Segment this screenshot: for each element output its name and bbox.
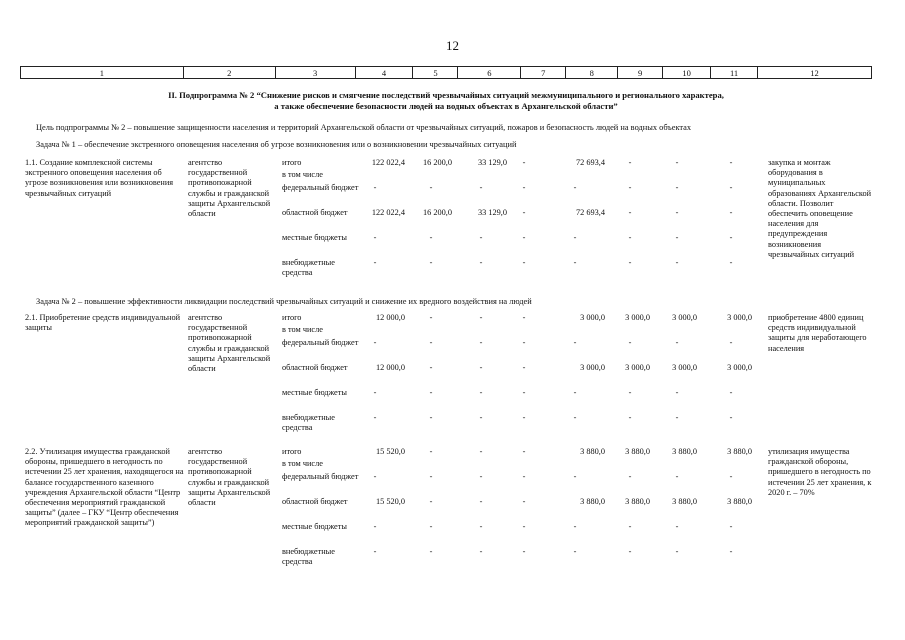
col-5: 5 <box>413 67 458 79</box>
funding-source-fed: федеральный бюджет <box>282 472 359 481</box>
amount-itogo: 12 000,0 <box>375 313 405 322</box>
amount-fed: - <box>479 338 483 347</box>
amount-fed: - <box>573 183 577 192</box>
amount-mest: - <box>628 233 632 242</box>
amount-fed: - <box>373 472 377 481</box>
amount-fed: - <box>675 472 679 481</box>
amount-itogo: 3 000,0 <box>580 313 605 322</box>
col-6: 6 <box>458 67 521 79</box>
amount-mest: - <box>729 233 733 242</box>
amount-fed: - <box>573 472 577 481</box>
amount-vne: - <box>429 547 433 556</box>
col-7: 7 <box>521 67 566 79</box>
amount-itogo: 72 693,4 <box>575 158 605 167</box>
amount-vne: - <box>628 413 632 422</box>
amount-mest: - <box>479 522 483 531</box>
measure-name: 1.1. Создание комплексной системы экстренного оповещения населения об угрозе возникновения или возникновения чрезвычайных ситуаций <box>25 158 174 198</box>
funding-source-obl: областной бюджет <box>282 497 348 506</box>
amount-fed: - <box>429 338 433 347</box>
amount-mest: - <box>573 522 577 531</box>
funding-source-vtom: в том числе <box>282 170 323 179</box>
amount-mest: - <box>729 522 733 531</box>
amount-itogo: - <box>429 447 433 456</box>
amount-vne: - <box>729 547 733 556</box>
amount-obl: 33 129,0 <box>477 208 507 217</box>
amount-obl: - <box>729 208 733 217</box>
amount-vne: - <box>522 258 526 267</box>
amount-fed: - <box>729 338 733 347</box>
col-8: 8 <box>566 67 618 79</box>
funding-source-mest: местные бюджеты <box>282 522 347 531</box>
amount-mest: - <box>429 522 433 531</box>
page-number: 12 <box>446 38 459 53</box>
task-1: Задача № 1 – обеспечение экстренного оповещения населения об угрозе возникновения или о возникновении чрезвычайных ситуаций <box>36 140 517 149</box>
amount-mest: - <box>429 233 433 242</box>
amount-itogo: 3 000,0 <box>672 313 697 322</box>
amount-itogo: 3 000,0 <box>727 313 752 322</box>
amount-mest: - <box>479 388 483 397</box>
amount-itogo: 16 200,0 <box>422 158 452 167</box>
col-10: 10 <box>663 67 711 79</box>
measure-executor: агентство государственной противопожарной службы и гражданской защиты Архангельской области <box>188 313 271 374</box>
amount-vne: - <box>675 258 679 267</box>
amount-itogo: 122 022,4 <box>371 158 405 167</box>
col-2: 2 <box>183 67 275 79</box>
amount-vne: - <box>479 547 483 556</box>
funding-source-obl: областной бюджет <box>282 363 348 372</box>
amount-vne: - <box>522 547 526 556</box>
col-3: 3 <box>275 67 355 79</box>
subprogram-title <box>20 90 872 112</box>
amount-fed: - <box>628 338 632 347</box>
subprogram-goal: Цель подпрограммы № 2 – повышение защищенности населения и территорий Архангельской области от чрезвычайных ситуаций, пожаров и безопасность людей на водных объектах <box>36 123 692 132</box>
amount-mest: - <box>373 388 377 397</box>
amount-obl: - <box>479 363 483 372</box>
amount-itogo: - <box>675 158 679 167</box>
amount-itogo: 3 880,0 <box>672 447 697 456</box>
amount-mest: - <box>522 233 526 242</box>
col-12: 12 <box>758 67 872 79</box>
amount-obl: 15 520,0 <box>375 497 405 506</box>
amount-itogo: - <box>522 158 526 167</box>
amount-itogo: - <box>522 447 526 456</box>
amount-mest: - <box>479 233 483 242</box>
amount-fed: - <box>522 472 526 481</box>
amount-obl: 3 880,0 <box>625 497 650 506</box>
funding-source-vne: внебюджетные средства <box>282 258 335 277</box>
amount-vne: - <box>479 413 483 422</box>
funding-source-fed: федеральный бюджет <box>282 183 359 192</box>
amount-itogo: - <box>429 313 433 322</box>
amount-fed: - <box>628 183 632 192</box>
amount-mest: - <box>675 522 679 531</box>
amount-mest: - <box>675 233 679 242</box>
col-4: 4 <box>355 67 413 79</box>
amount-obl: - <box>628 208 632 217</box>
amount-obl: 3 000,0 <box>625 363 650 372</box>
amount-vne: - <box>675 547 679 556</box>
col-1: 1 <box>21 67 184 79</box>
amount-fed: - <box>628 472 632 481</box>
amount-fed: - <box>429 183 433 192</box>
amount-fed: - <box>729 183 733 192</box>
amount-fed: - <box>729 472 733 481</box>
amount-itogo: - <box>522 313 526 322</box>
title-line-2: а также обеспечение безопасности людей на водных объектах в Архангельской области” <box>274 101 618 111</box>
amount-itogo: - <box>729 158 733 167</box>
amount-obl: - <box>675 208 679 217</box>
amount-fed: - <box>522 338 526 347</box>
amount-obl: - <box>522 497 526 506</box>
amount-vne: - <box>429 413 433 422</box>
measure-result: приобретение 4800 единиц средств индивидуальной защиты для неработающего населения <box>768 313 867 353</box>
amount-itogo: 3 880,0 <box>625 447 650 456</box>
amount-vne: - <box>373 258 377 267</box>
amount-obl: - <box>522 363 526 372</box>
amount-itogo: 33 129,0 <box>477 158 507 167</box>
amount-obl: 16 200,0 <box>422 208 452 217</box>
funding-source-mest: местные бюджеты <box>282 388 347 397</box>
funding-source-vtom: в том числе <box>282 325 323 334</box>
funding-source-mest: местные бюджеты <box>282 233 347 242</box>
amount-obl: - <box>479 497 483 506</box>
column-number-header <box>20 66 872 79</box>
amount-mest: - <box>429 388 433 397</box>
amount-mest: - <box>373 233 377 242</box>
amount-mest: - <box>573 388 577 397</box>
amount-vne: - <box>675 413 679 422</box>
amount-obl: - <box>522 208 526 217</box>
amount-itogo: - <box>628 158 632 167</box>
funding-source-itogo: итого <box>282 158 302 167</box>
amount-vne: - <box>573 413 577 422</box>
amount-obl: 3 000,0 <box>672 363 697 372</box>
amount-fed: - <box>675 338 679 347</box>
amount-fed: - <box>573 338 577 347</box>
amount-mest: - <box>373 522 377 531</box>
measure-executor: агентство государственной противопожарной службы и гражданской защиты Архангельской области <box>188 158 271 219</box>
amount-vne: - <box>573 258 577 267</box>
amount-itogo: - <box>479 313 483 322</box>
amount-fed: - <box>373 183 377 192</box>
amount-vne: - <box>729 258 733 267</box>
amount-fed: - <box>373 338 377 347</box>
amount-itogo: 3 000,0 <box>625 313 650 322</box>
amount-obl: 3 000,0 <box>727 363 752 372</box>
amount-mest: - <box>522 522 526 531</box>
amount-vne: - <box>729 413 733 422</box>
measure-executor: агентство государственной противопожарной службы и гражданской защиты Архангельской области <box>188 447 271 508</box>
amount-fed: - <box>522 183 526 192</box>
measure-result: закупка и монтаж оборудования в муниципальных образованиях Архангельской области. Позволит обеспечить оповещение населения для предупреждения возникновения чрезвычайных ситуаций <box>768 158 872 259</box>
amount-fed: - <box>479 472 483 481</box>
funding-source-vne: внебюджетные средства <box>282 547 335 566</box>
amount-mest: - <box>573 233 577 242</box>
amount-itogo: - <box>479 447 483 456</box>
amount-obl: 3 000,0 <box>580 363 605 372</box>
amount-vne: - <box>628 258 632 267</box>
amount-vne: - <box>479 258 483 267</box>
amount-obl: 3 880,0 <box>672 497 697 506</box>
funding-source-obl: областной бюджет <box>282 208 348 217</box>
amount-vne: - <box>373 413 377 422</box>
amount-vne: - <box>522 413 526 422</box>
amount-itogo: 15 520,0 <box>375 447 405 456</box>
amount-mest: - <box>522 388 526 397</box>
amount-vne: - <box>573 547 577 556</box>
amount-obl: 3 880,0 <box>727 497 752 506</box>
amount-obl: - <box>429 363 433 372</box>
amount-fed: - <box>479 183 483 192</box>
funding-source-itogo: итого <box>282 313 302 322</box>
amount-mest: - <box>628 388 632 397</box>
task-2: Задача № 2 – повышение эффективности ликвидации последствий чрезвычайных ситуаций и снижение их вредного воздействия на людей <box>36 297 532 306</box>
funding-source-itogo: итого <box>282 447 302 456</box>
funding-source-fed: федеральный бюджет <box>282 338 359 347</box>
col-9: 9 <box>618 67 663 79</box>
title-line-1: II. Подпрограмма № 2 “Снижение рисков и смягчение последствий чрезвычайных ситуаций межмуниципального и регионального характера, <box>168 90 724 100</box>
amount-vne: - <box>628 547 632 556</box>
amount-vne: - <box>429 258 433 267</box>
amount-obl: 12 000,0 <box>375 363 405 372</box>
amount-itogo: 3 880,0 <box>580 447 605 456</box>
funding-source-vtom: в том числе <box>282 459 323 468</box>
measure-name: 2.2. Утилизация имущества гражданской обороны, пришедшего в негодность по истечении 25 лет хранения, находящегося на балансе государственного казенного учреждения Архангельской области “Центр обеспечения мероприятий гражданской защиты” (далее – ГКУ “Центр обеспечения мероприятий гражданской защиты”) <box>25 447 184 528</box>
amount-obl: 3 880,0 <box>580 497 605 506</box>
amount-itogo: 3 880,0 <box>727 447 752 456</box>
amount-vne: - <box>373 547 377 556</box>
col-11: 11 <box>711 67 758 79</box>
funding-source-vne: внебюджетные средства <box>282 413 335 432</box>
amount-mest: - <box>729 388 733 397</box>
measure-result: утилизация имущества гражданской обороны, пришедшего в негодность по истечении 25 лет хранения, к 2020 г. – 70% <box>768 447 872 497</box>
amount-obl: 72 693,4 <box>575 208 605 217</box>
amount-obl: 122 022,4 <box>371 208 405 217</box>
amount-mest: - <box>628 522 632 531</box>
amount-obl: - <box>429 497 433 506</box>
measure-name: 2.1. Приобретение средств индивидуальной защиты <box>25 313 181 333</box>
amount-fed: - <box>675 183 679 192</box>
amount-mest: - <box>675 388 679 397</box>
amount-fed: - <box>429 472 433 481</box>
